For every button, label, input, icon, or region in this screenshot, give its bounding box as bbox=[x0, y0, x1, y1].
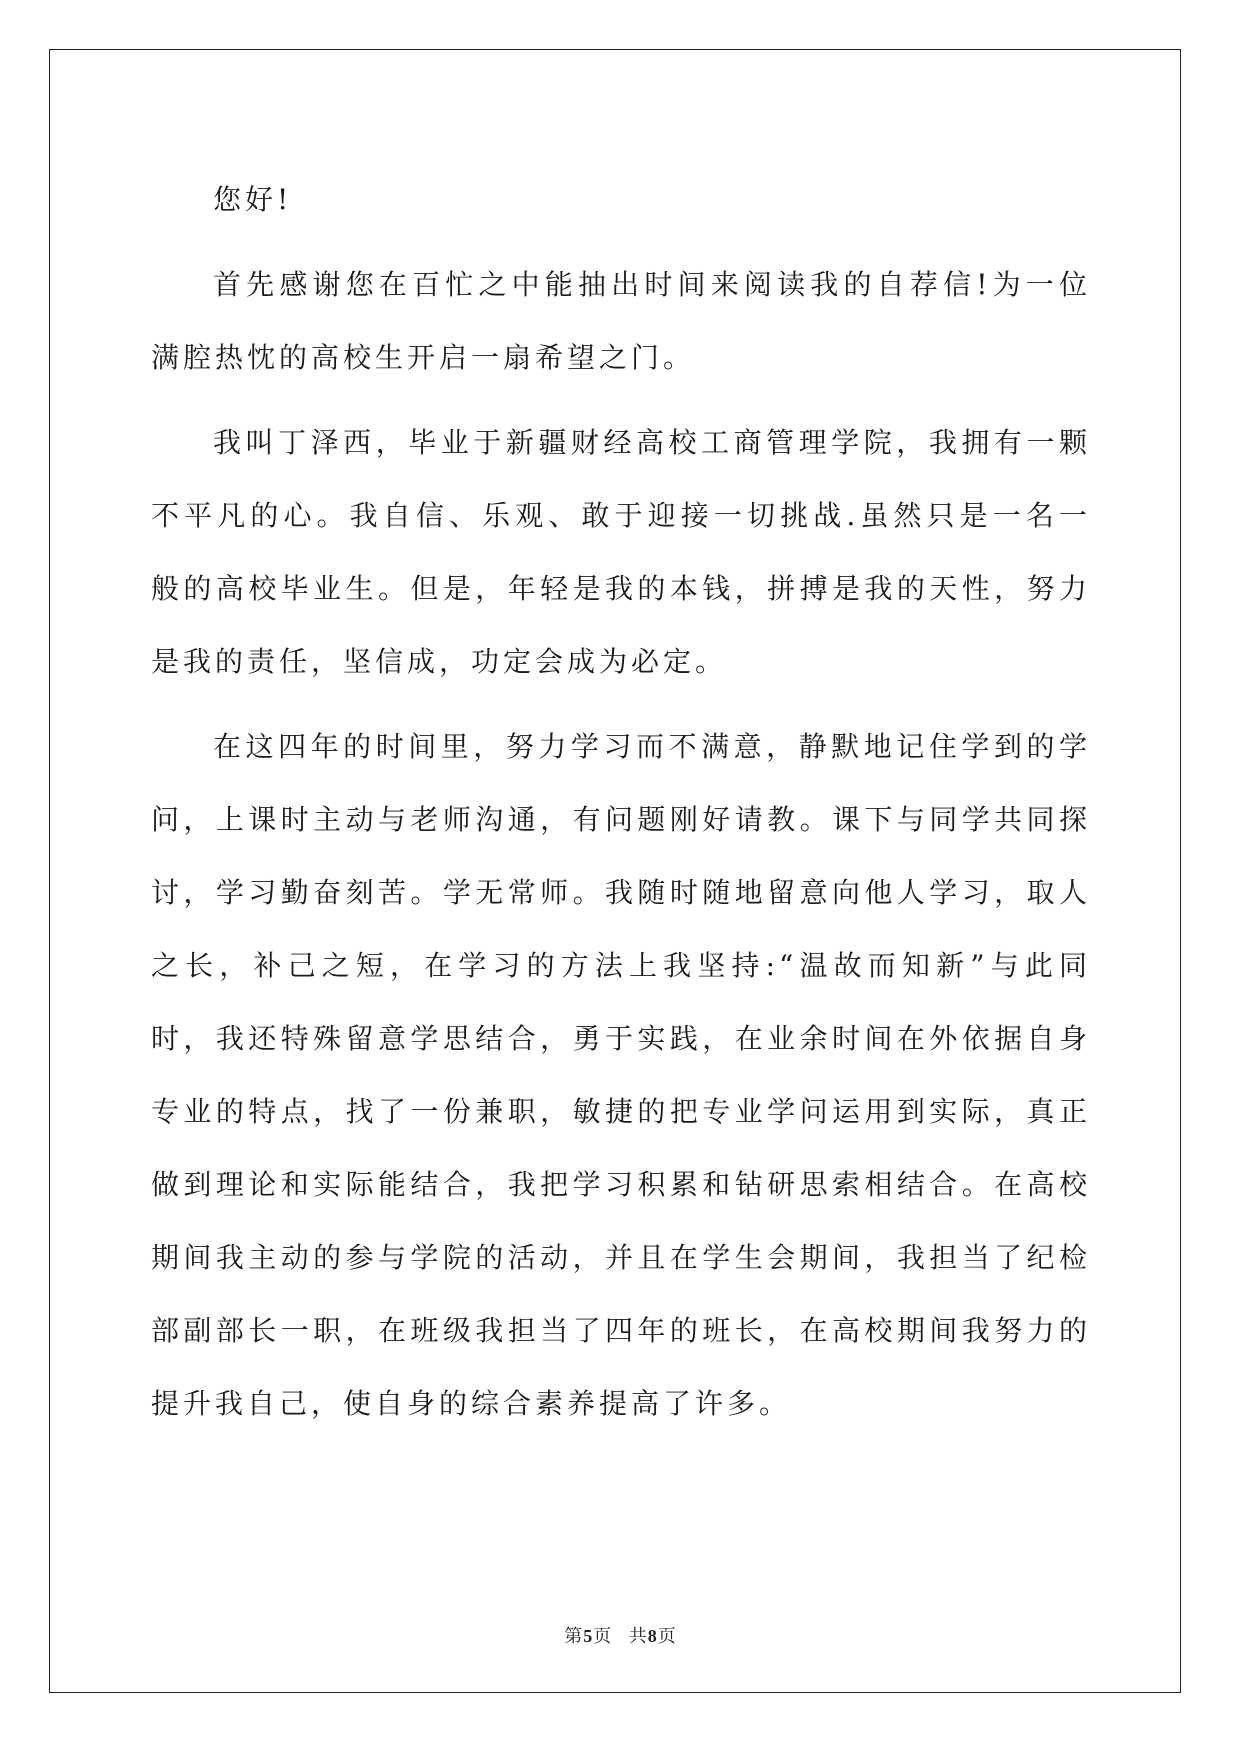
letter-paragraph: 在这四年的时间里，努力学习而不满意，静默地记住学到的学问，上课时主动与老师沟通，有问题刚好请教。课下与同学共同探讨，学习勤奋刻苦。学无常师。我随时随地留意向他人学习，取人之长，补己之短，在学习的方法上我坚持:“温故而知新”与此同时，我还特殊留意学思结合，勇于实践，在业余时间在外依据自身专业的特点，找了一份兼职，敏捷的把专业学问运用到实际，真正做到理论和实际能结合，我把学习积累和钻研思索相结合。在高校期间我主动的参与学院的活动，并且在学生会期间，我担当了纪检部副部长一职，在班级我担当了四年的班长，在高校期间我努力的提升我自己，使自身的综合素养提高了许多。 bbox=[151, 730, 1091, 1420]
current-page-number: 5 bbox=[583, 1626, 594, 1646]
footer-prefix: 第 bbox=[564, 1626, 584, 1646]
footer-total-prefix: 共 bbox=[628, 1626, 648, 1646]
letter-greeting: 您好! bbox=[213, 183, 293, 216]
footer-total-suffix: 页 bbox=[657, 1626, 677, 1646]
footer-page-suffix: 页 bbox=[593, 1626, 613, 1646]
letter-paragraph: 我叫丁泽西，毕业于新疆财经高校工商管理学院，我拥有一颗不平凡的心。我自信、乐观、敢于迎接一切挑战.虽然只是一名一般的高校毕业生。但是，年轻是我的本钱，拼搏是我的天性，努力是我的责任，坚信成，功定会成为必定。 bbox=[151, 426, 1091, 678]
letter-body bbox=[151, 163, 1091, 1452]
page-number-footer bbox=[0, 1622, 1241, 1648]
total-pages-number: 8 bbox=[647, 1626, 658, 1646]
letter-paragraph: 首先感谢您在百忙之中能抽出时间来阅读我的自荐信!为一位满腔热忱的高校生开启一扇希望之门。 bbox=[151, 268, 1091, 374]
